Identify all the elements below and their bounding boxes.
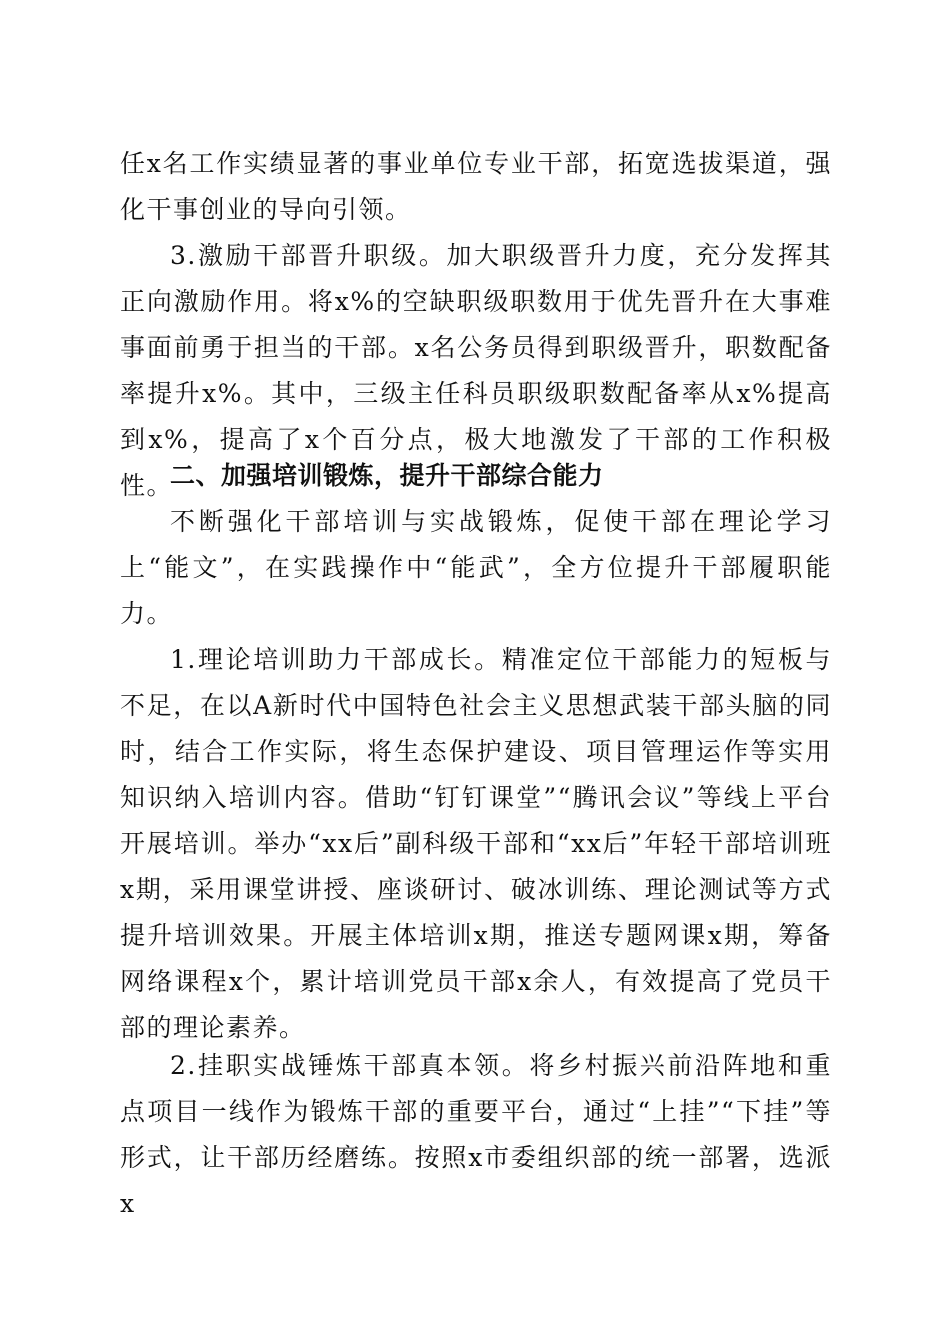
paragraph-promote-rank: 3.激励干部晋升职级。加大职级晋升力度，充分发挥其正向激励作用。将x%的空缺职级职数用于优先晋升在大事难事面前勇于担当的干部。x名公务员得到职级晋升，职数配备率提升x%。其中，三级主任科员职级职数配备率从x%提高到x%，提高了x个百分点，极大地激发了干部的工作积极性。 — [120, 241, 832, 500]
paragraph-practice-training: 2.挂职实战锤炼干部真本领。将乡村振兴前沿阵地和重点项目一线作为锻炼干部的重要平台，通过“上挂”“下挂”等形式，让干部历经磨练。按照x市委组织部的统一部署，选派x — [120, 1051, 832, 1218]
paragraph-continuation: 任x名工作实绩显著的事业单位专业干部，拓宽选拔渠道，强化干事创业的导向引领。 — [120, 149, 832, 224]
section-heading-training: 二、加强培训锻炼，提升干部综合能力 — [170, 461, 604, 490]
paragraph-training-intro: 不断强化干部培训与实战锻炼，促使干部在理论学习上“能文”，在实践操作中“能武”，全方位提升干部履职能力。 — [120, 507, 832, 628]
paragraph-theory-training: 1.理论培训助力干部成长。精准定位干部能力的短板与不足，在以A新时代中国特色社会主义思想武装干部头脑的同时，结合工作实际，将生态保护建设、项目管理运作等实用知识纳入培训内容。借助“钉钉课堂”“腾讯会议”等线上平台开展培训。举办“xx后”副科级干部和“xx后”年轻干部培训班x期，采用课堂讲授、座谈研讨、破冰训练、理论测试等方式提升培训效果。开展主体培训x期，推送专题网课x期，筹备网络课程x个，累计培训党员干部x余人，有效提高了党员干部的理论素养。 — [120, 645, 832, 1042]
